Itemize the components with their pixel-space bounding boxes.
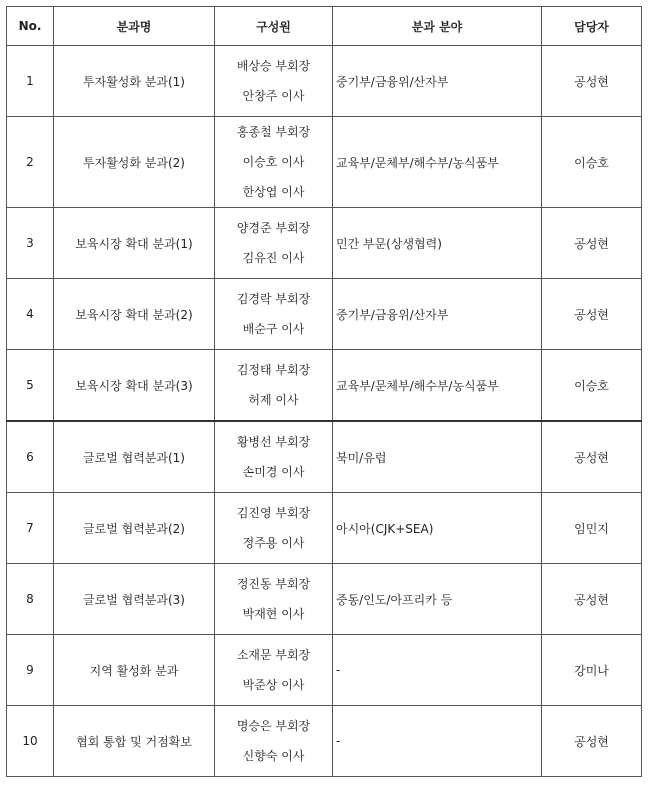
member-name: 손미경 이사 [242, 465, 305, 479]
row-manager: 공성현 [542, 208, 642, 279]
member-name: 박재현 이사 [242, 607, 305, 621]
table-row [7, 279, 642, 350]
row-manager: 이승호 [542, 117, 642, 208]
member-name: 한상엽 이사 [242, 185, 305, 199]
member-name: 이승호 이사 [242, 155, 305, 169]
row-name: 투자활성화 분과(2) [54, 117, 215, 208]
row-members [215, 421, 333, 493]
row-members [215, 117, 333, 208]
committee-table [6, 6, 642, 777]
member-name: 김유진 이사 [242, 251, 305, 265]
member-name: 배상승 부회장 [236, 59, 311, 73]
row-no: 6 [7, 421, 54, 493]
row-name: 지역 활성화 분과 [54, 635, 215, 706]
row-manager: 임민지 [542, 493, 642, 564]
row-field: 민간 부문(상생협력) [333, 208, 542, 279]
member-name: 명승은 부회장 [236, 719, 311, 733]
member-name: 황병선 부회장 [236, 435, 311, 449]
table-row [7, 493, 642, 564]
row-field: - [333, 635, 542, 706]
row-field: 교육부/문체부/해수부/농식품부 [333, 117, 542, 208]
member-name: 허제 이사 [248, 393, 299, 407]
row-no: 9 [7, 635, 54, 706]
row-manager: 이승호 [542, 350, 642, 422]
row-manager: 공성현 [542, 279, 642, 350]
row-field: 중기부/금융위/산자부 [333, 279, 542, 350]
member-name: 배순구 이사 [242, 322, 305, 336]
member-name: 양경준 부회장 [236, 221, 311, 235]
row-field: - [333, 706, 542, 777]
row-name: 보육시장 확대 분과(2) [54, 279, 215, 350]
row-manager: 공성현 [542, 564, 642, 635]
row-name: 협회 통합 및 거점확보 [54, 706, 215, 777]
table-row [7, 117, 642, 208]
row-no: 2 [7, 117, 54, 208]
member-name: 정진동 부회장 [236, 577, 311, 591]
row-no: 8 [7, 564, 54, 635]
row-members [215, 350, 333, 422]
member-name: 김경락 부회장 [236, 292, 311, 306]
row-manager: 공성현 [542, 706, 642, 777]
row-no: 4 [7, 279, 54, 350]
member-name: 정주용 이사 [242, 536, 305, 550]
member-name: 김정태 부회장 [236, 363, 311, 377]
row-members [215, 493, 333, 564]
row-name: 보육시장 확대 분과(3) [54, 350, 215, 422]
header-name: 분과명 [54, 7, 215, 46]
table-row [7, 46, 642, 117]
header-members: 구성원 [215, 7, 333, 46]
table-row [7, 635, 642, 706]
row-manager: 공성현 [542, 46, 642, 117]
row-field: 교육부/문체부/해수부/농식품부 [333, 350, 542, 422]
header-no: No. [7, 7, 54, 46]
row-members [215, 706, 333, 777]
row-field: 북미/유럽 [333, 421, 542, 493]
row-no: 5 [7, 350, 54, 422]
table-row [7, 421, 642, 493]
header-manager: 담당자 [542, 7, 642, 46]
row-name: 글로벌 협력분과(2) [54, 493, 215, 564]
row-members [215, 279, 333, 350]
row-manager: 공성현 [542, 421, 642, 493]
table-row [7, 706, 642, 777]
member-name: 홍종철 부회장 [236, 125, 311, 139]
row-name: 글로벌 협력분과(1) [54, 421, 215, 493]
table-row [7, 564, 642, 635]
row-members [215, 564, 333, 635]
row-no: 7 [7, 493, 54, 564]
row-members [215, 635, 333, 706]
row-name: 글로벌 협력분과(3) [54, 564, 215, 635]
row-no: 10 [7, 706, 54, 777]
member-name: 소재문 부회장 [236, 648, 311, 662]
row-name: 보육시장 확대 분과(1) [54, 208, 215, 279]
table-body [7, 46, 642, 777]
row-no: 3 [7, 208, 54, 279]
row-members [215, 208, 333, 279]
row-manager: 강미나 [542, 635, 642, 706]
row-members [215, 46, 333, 117]
table-row [7, 208, 642, 279]
member-name: 박준상 이사 [242, 678, 305, 692]
row-name: 투자활성화 분과(1) [54, 46, 215, 117]
row-field: 중기부/금융위/산자부 [333, 46, 542, 117]
member-name: 안창주 이사 [242, 89, 305, 103]
table-row [7, 350, 642, 422]
header-field: 분과 분야 [333, 7, 542, 46]
header-row [7, 7, 642, 46]
member-name: 김진영 부회장 [236, 506, 311, 520]
row-no: 1 [7, 46, 54, 117]
row-field: 아시아(CJK+SEA) [333, 493, 542, 564]
row-field: 중동/인도/아프리카 등 [333, 564, 542, 635]
member-name: 신향숙 이사 [242, 749, 305, 763]
